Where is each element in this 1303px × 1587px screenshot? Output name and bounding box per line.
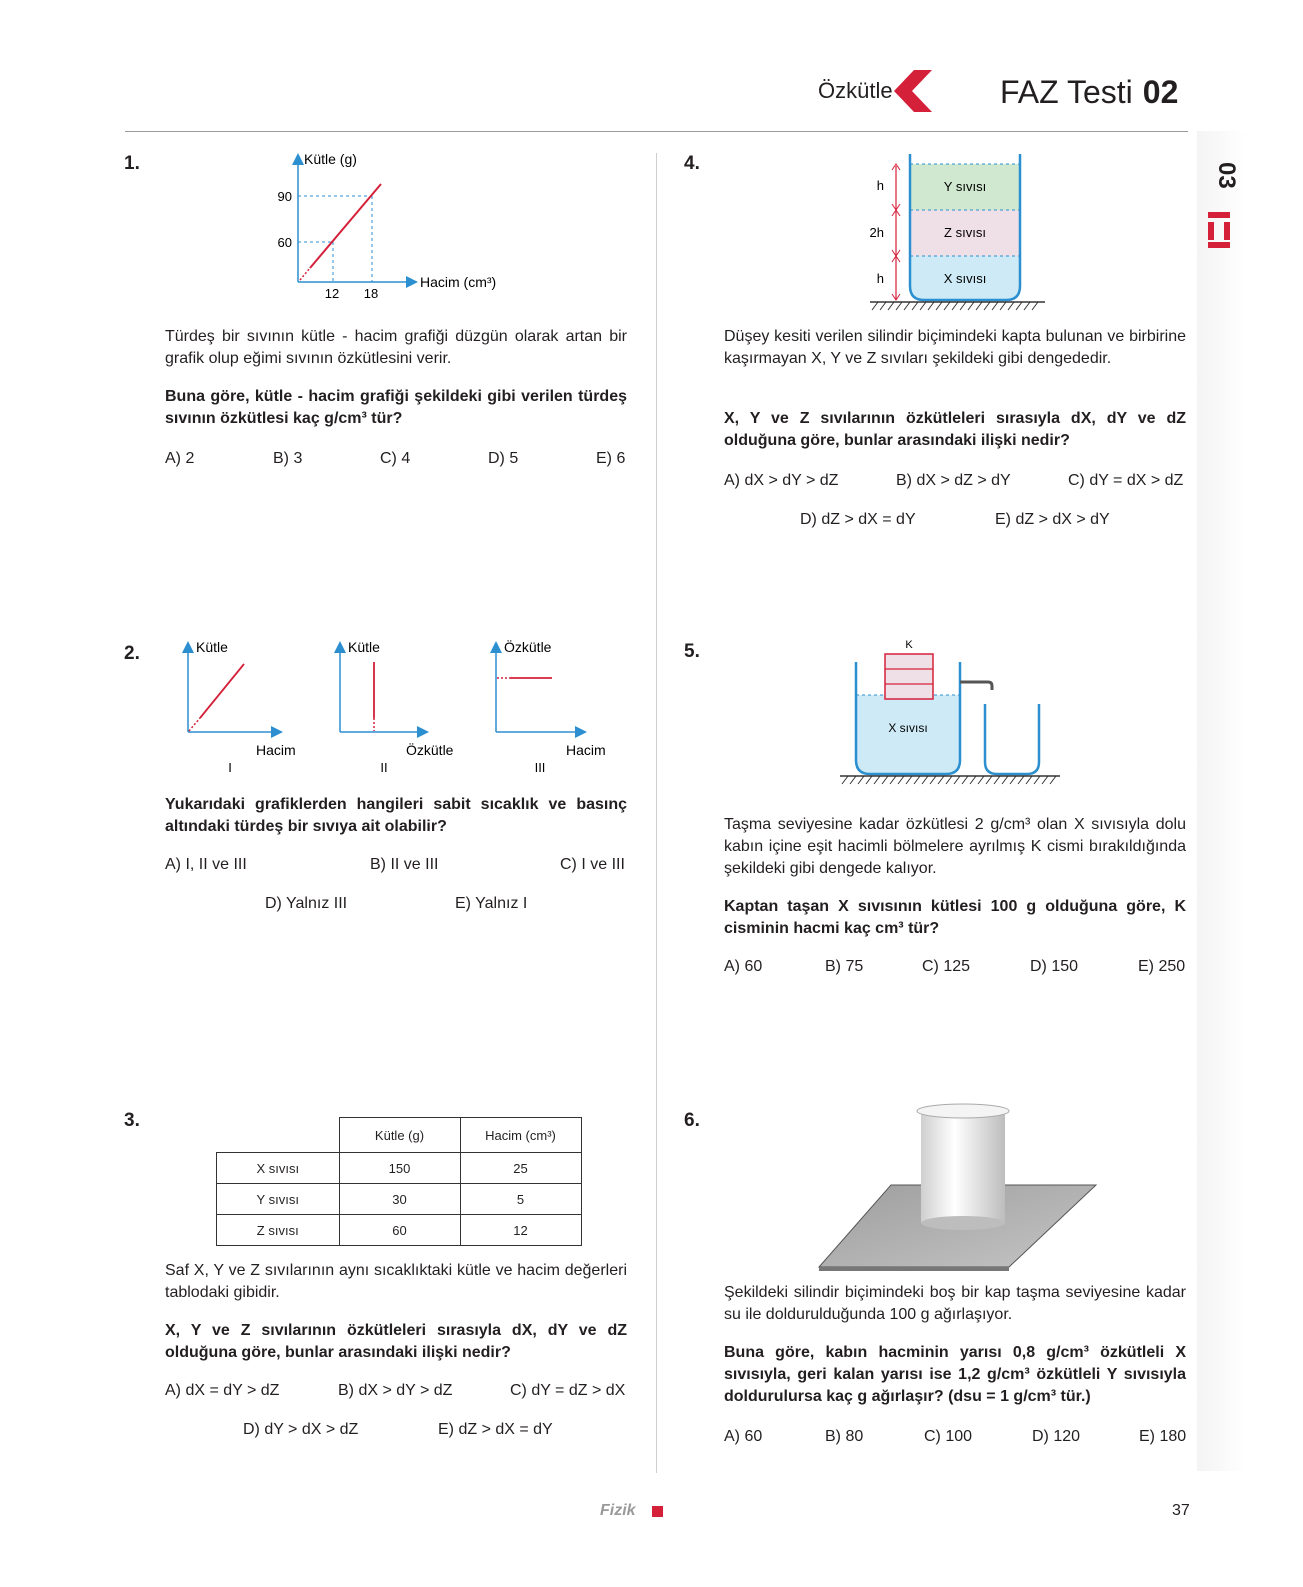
side-tab-label [1204, 152, 1240, 252]
q4-figure [860, 152, 1060, 317]
q1-option-b[interactable]: B) 3 [273, 450, 303, 467]
table-cell: 12 [460, 1215, 581, 1246]
q2-graphs [170, 640, 630, 780]
q6-question: Buna göre, kabın hacminin yarısı 0,8 g/cm³ özkütleli X sıvısıyla, geri kalan yarısı ise 1,2 g/cm³ özkütleli Y sıvısıyla doldurulursa kaç g ağırlaşır? (dsu = 1 g/cm³ tür.) [724, 1344, 1186, 1405]
q4-number: 4. [684, 153, 700, 174]
table-header-row [217, 1118, 582, 1153]
table-header: Hacim (cm³) [460, 1118, 581, 1153]
q1-question: Buna göre, kütle - hacim grafiği şekildeki gibi verilen türdeş sıvının özkütlesi kaç g/cm³ tür? [165, 388, 627, 427]
table-cell: X sıvısı [217, 1153, 340, 1184]
q2-graph1-ylabel: Kütle [196, 639, 228, 655]
q2-option-d[interactable]: D) Yalnız III [265, 895, 348, 912]
side-tab-text: 03 [1213, 162, 1240, 189]
q1-ytick: 90 [277, 189, 292, 204]
header-topic: Özkütle [818, 78, 893, 103]
header-title: FAZ Testi 02 [1000, 74, 1179, 110]
q2-option-c[interactable]: C) I ve III [560, 856, 625, 873]
q5-figure [830, 640, 1080, 800]
q4-option-c[interactable]: C) dY = dX > dZ [1068, 472, 1184, 489]
q2-graph3-roman: III [534, 760, 546, 775]
q1-ytick: 60 [277, 235, 292, 250]
footer-square-icon [652, 1506, 663, 1517]
q1-option-c[interactable]: C) 4 [380, 450, 411, 467]
table-header: Kütle (g) [339, 1118, 460, 1153]
table-cell: 30 [339, 1184, 460, 1215]
q2-option-a[interactable]: A) I, II ve III [165, 856, 247, 873]
header-test-number: 02 [1142, 74, 1179, 110]
q5-text: Taşma seviyesine kadar özkütlesi 2 g/cm³ olan X sıvısıyla dolu kabın içine eşit hacimli bölmelere ayrılmış K cismi bırakıldığında şekildeki gibi dengede kalıyor. [724, 816, 1186, 877]
q4-option-a[interactable]: A) dX > dY > dZ [724, 472, 839, 489]
q3-option-b[interactable]: B) dX > dY > dZ [338, 1382, 453, 1399]
q5-question: Kaptan taşan X sıvısının kütlesi 100 g olduğuna göre, K cisminin hacmi kaç cm³ tür? [724, 898, 1186, 937]
q5-option-c[interactable]: C) 125 [922, 958, 971, 975]
q6-option-e[interactable]: E) 180 [1139, 1428, 1187, 1445]
q2-number: 2. [124, 643, 140, 664]
table-cell: Y sıvısı [217, 1184, 340, 1215]
q4-layer-label: X sıvısı [943, 271, 987, 286]
q5-option-e[interactable]: E) 250 [1138, 958, 1186, 975]
chevron-left-icon [892, 68, 934, 114]
q6-figure [815, 1105, 1115, 1275]
q3-text: Saf X, Y ve Z sıvılarının aynı sıcaklıktaki kütle ve hacim değerleri tablodaki gibidir. [165, 1262, 627, 1301]
table-row [217, 1215, 582, 1246]
q1-ylabel: Kütle (g) [304, 151, 357, 167]
q1-option-d[interactable]: D) 5 [488, 450, 519, 467]
table-row [217, 1153, 582, 1184]
table-cell: 60 [339, 1215, 460, 1246]
q3-question: X, Y ve Z sıvılarının özkütleleri sırasıyla dX, dY ve dZ olduğuna göre, bunlar arasındaki ilişki nedir? [165, 1322, 627, 1361]
q4-text: Düşey kesiti verilen silindir biçimindeki kapta bulunan ve birbirine kaşırmayan X, Y ve Z sıvıları şekildeki gibi dengededir. [724, 328, 1186, 367]
q6-option-c[interactable]: C) 100 [924, 1428, 973, 1445]
q2-graph1-xlabel: Hacim [256, 742, 296, 758]
q1-xlabel: Hacim (cm³) [420, 274, 497, 290]
q1-xtick: 18 [363, 286, 379, 301]
q1-xtick: 12 [324, 286, 340, 301]
q3-number: 3. [124, 1110, 140, 1131]
table-cell: 25 [460, 1153, 581, 1184]
table-cell: 150 [339, 1153, 460, 1184]
table-cell: Z sıvısı [217, 1215, 340, 1246]
q3-option-d[interactable]: D) dY > dX > dZ [243, 1421, 359, 1438]
q2-option-e[interactable]: E) Yalnız I [455, 895, 528, 912]
q2-option-b[interactable]: B) II ve III [370, 856, 439, 873]
q5-option-b[interactable]: B) 75 [825, 958, 864, 975]
q1-number: 1. [124, 153, 140, 174]
q6-number: 6. [684, 1110, 700, 1131]
q2-graph3-xlabel: Hacim [566, 742, 606, 758]
q6-option-d[interactable]: D) 120 [1032, 1428, 1081, 1445]
q1-graph [270, 150, 530, 310]
q4-height-label: h [876, 178, 884, 193]
q6-option-b[interactable]: B) 80 [825, 1428, 864, 1445]
q4-option-b[interactable]: B) dX > dZ > dY [896, 472, 1011, 489]
q1-option-e[interactable]: E) 6 [596, 450, 626, 467]
q5-object-label: K [905, 639, 913, 651]
column-divider [656, 153, 657, 1473]
q1-option-a[interactable]: A) 2 [165, 450, 195, 467]
q5-option-a[interactable]: A) 60 [724, 958, 763, 975]
q6-option-a[interactable]: A) 60 [724, 1428, 763, 1445]
header-divider [125, 131, 1188, 132]
q5-option-d[interactable]: D) 150 [1030, 958, 1079, 975]
q4-question: X, Y ve Z sıvılarının özkütleleri sırasıyla dX, dY ve dZ olduğuna göre, bunlar arasındaki ilişki nedir? [724, 410, 1186, 449]
q4-height-label: h [876, 271, 884, 286]
side-tab [1197, 131, 1247, 1471]
page-number: 37 [1172, 1502, 1190, 1519]
q3-option-a[interactable]: A) dX = dY > dZ [165, 1382, 280, 1399]
q5-number: 5. [684, 641, 700, 662]
q2-graph1-roman: I [228, 760, 232, 775]
q6-text: Şekildeki silindir biçimindeki boş bir kap taşma seviyesine kadar su ile doldurulduğunda 100 g ağırlaşıyor. [724, 1284, 1186, 1323]
q1-text: Türdeş bir sıvının kütle - hacim grafiği düzgün olarak artan bir grafik olup eğimi sıvının özkütlesini verir. [165, 328, 627, 367]
q5-liquid-label: X sıvısı [888, 721, 928, 735]
q4-layer-label: Y sıvısı [943, 179, 987, 194]
q2-graph2-ylabel: Kütle [348, 639, 380, 655]
q2-graph3-ylabel: Özkütle [504, 639, 552, 655]
q4-layer-label: Z sıvısı [944, 225, 986, 240]
table-row [217, 1184, 582, 1215]
q4-option-e[interactable]: E) dZ > dX > dY [995, 511, 1110, 528]
q4-option-d[interactable]: D) dZ > dX = dY [800, 511, 916, 528]
q2-question: Yukarıdaki grafiklerden hangileri sabit sıcaklık ve basınç altındaki türdeş bir sıvıya ait olabilir? [165, 796, 627, 835]
footer-subject: Fizik [600, 1502, 636, 1519]
q3-option-e[interactable]: E) dZ > dX = dY [438, 1421, 553, 1438]
q3-table [216, 1117, 582, 1246]
q2-graph2-roman: II [380, 760, 388, 775]
q4-height-label: 2h [869, 225, 884, 240]
q3-option-c[interactable]: C) dY = dZ > dX [510, 1382, 626, 1399]
table-cell: 5 [460, 1184, 581, 1215]
q2-graph2-xlabel: Özkütle [406, 742, 454, 758]
